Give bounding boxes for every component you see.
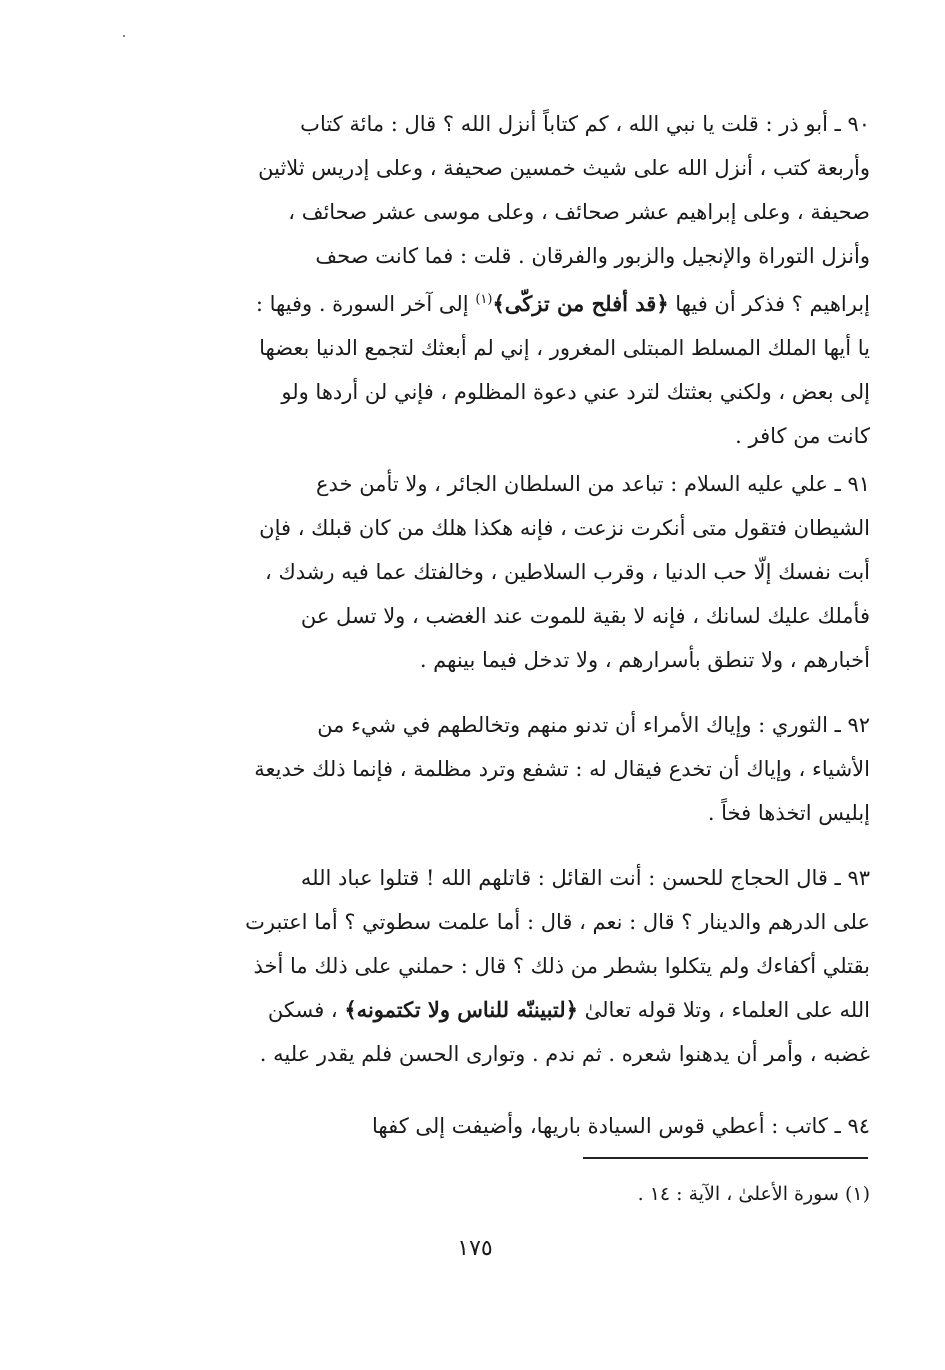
paragraph-line-with-quote [150, 988, 870, 1032]
paragraph-line: ٩١ ـ علي عليه السلام : تباعد من السلطان الجائر ، ولا تأمن خدع [316, 472, 870, 496]
paragraph-line: على الدرهم والدينار ؟ قال : نعم ، قال : أما علمت سطوتي ؟ أما اعتبرت [245, 910, 870, 934]
paragraph-94 [150, 1104, 870, 1148]
paragraph-92 [150, 703, 870, 835]
paragraph-line: أبت نفسك إلّا حب الدنيا ، وقرب السلاطين ، وخالفتك عما فيه رشدك ، [265, 560, 870, 584]
paragraph-line: وأربعة كتب ، أنزل الله على شيث خمسين صحيفة ، وعلى إدريس ثلاثين [258, 156, 870, 180]
line-text: الله على العلماء ، وتلا قوله تعالىٰ [577, 998, 870, 1022]
paragraph-line: ٩٤ ـ كاتب : أعطي قوس السيادة باريها، وأضيفت إلى كفها [372, 1114, 870, 1138]
paragraph-line: يا أيها الملك المسلط المبتلى المغرور ، إني لم أبعثك لتجمع الدنيا بعضها [259, 336, 870, 360]
footnote-divider [583, 1157, 868, 1159]
paragraph-line: فأملك عليك لسانك ، فإنه لا بقية للموت عند الغضب ، ولا تسل عن [300, 604, 870, 628]
footnote-reference[interactable]: (١) [475, 292, 493, 307]
paragraph-line: بقتلي أكفاءك ولم يتكلوا بشطر من ذلك ؟ قال : حملني على ذلك ما أخذ [253, 954, 870, 978]
paragraph-line: الأشياء ، وإياك أن تخدع فيقال له : تشفع وترد مظلمة ، فإنما ذلك خديعة [254, 757, 870, 781]
paragraph-93 [150, 856, 870, 1076]
paragraph-91 [150, 462, 870, 682]
paragraph-90 [150, 102, 870, 458]
paragraph-line: أخبارهم ، ولا تنطق بأسرارهم ، ولا تدخل فيما بينهم . [419, 648, 870, 672]
quran-quote: ﴿لتبيننّه للناس ولا تكتمونه﴾ [344, 997, 578, 1022]
footnote: (١) سورة الأعلىٰ ، الآية : ١٤ . [637, 1183, 870, 1205]
line-text: إبراهيم ؟ فذكر أن فيها [668, 292, 870, 316]
paragraph-line: صحيفة ، وعلى إبراهيم عشر صحائف ، وعلى موسى عشر صحائف ، [288, 200, 870, 224]
line-text: ، فسكن [267, 998, 345, 1022]
paragraph-line: إلى بعض ، ولكني بعثتك لترد عني دعوة المظلوم ، فإني لن أردها ولو [281, 380, 870, 404]
paragraph-line: غضبه ، وأمر أن يدهنوا شعره . ثم ندم . وتوارى الحسن فلم يقدر عليه . [259, 1042, 870, 1066]
paragraph-line: ٩٢ ـ الثوري : وإياك الأمراء أن تدنو منهم وتخالطهم في شيء من [317, 713, 870, 737]
paragraph-line: وأنزل التوراة والإنجيل والزبور والفرقان . قلت : فما كانت صحف [315, 244, 870, 268]
paragraph-line: الشيطان فتقول متى أنكرت نزعت ، فإنه هكذا هلك من كان قبلك ، فإن [259, 516, 870, 540]
paragraph-line: ٩٣ ـ قال الحجاج للحسن : أنت القائل : قاتلهم الله ! قتلوا عباد الله [300, 866, 870, 890]
quran-quote: ﴿قد أفلح من تزكّى﴾ [492, 291, 669, 316]
paragraph-line: إبليس اتخذها فخاً . [707, 801, 870, 825]
paragraph-line-with-quote [150, 278, 870, 326]
paragraph-line: ٩٠ ـ أبو ذر : قلت يا نبي الله ، كم كتاباً أنزل الله ؟ قال : مائة كتاب [300, 112, 870, 136]
line-text: إلى آخر السورة . وفيها : [255, 292, 469, 316]
paragraph-line: كانت من كافر . [735, 424, 870, 448]
scan-speck [123, 35, 125, 37]
page-number: ١٧٥ [457, 1236, 493, 1261]
